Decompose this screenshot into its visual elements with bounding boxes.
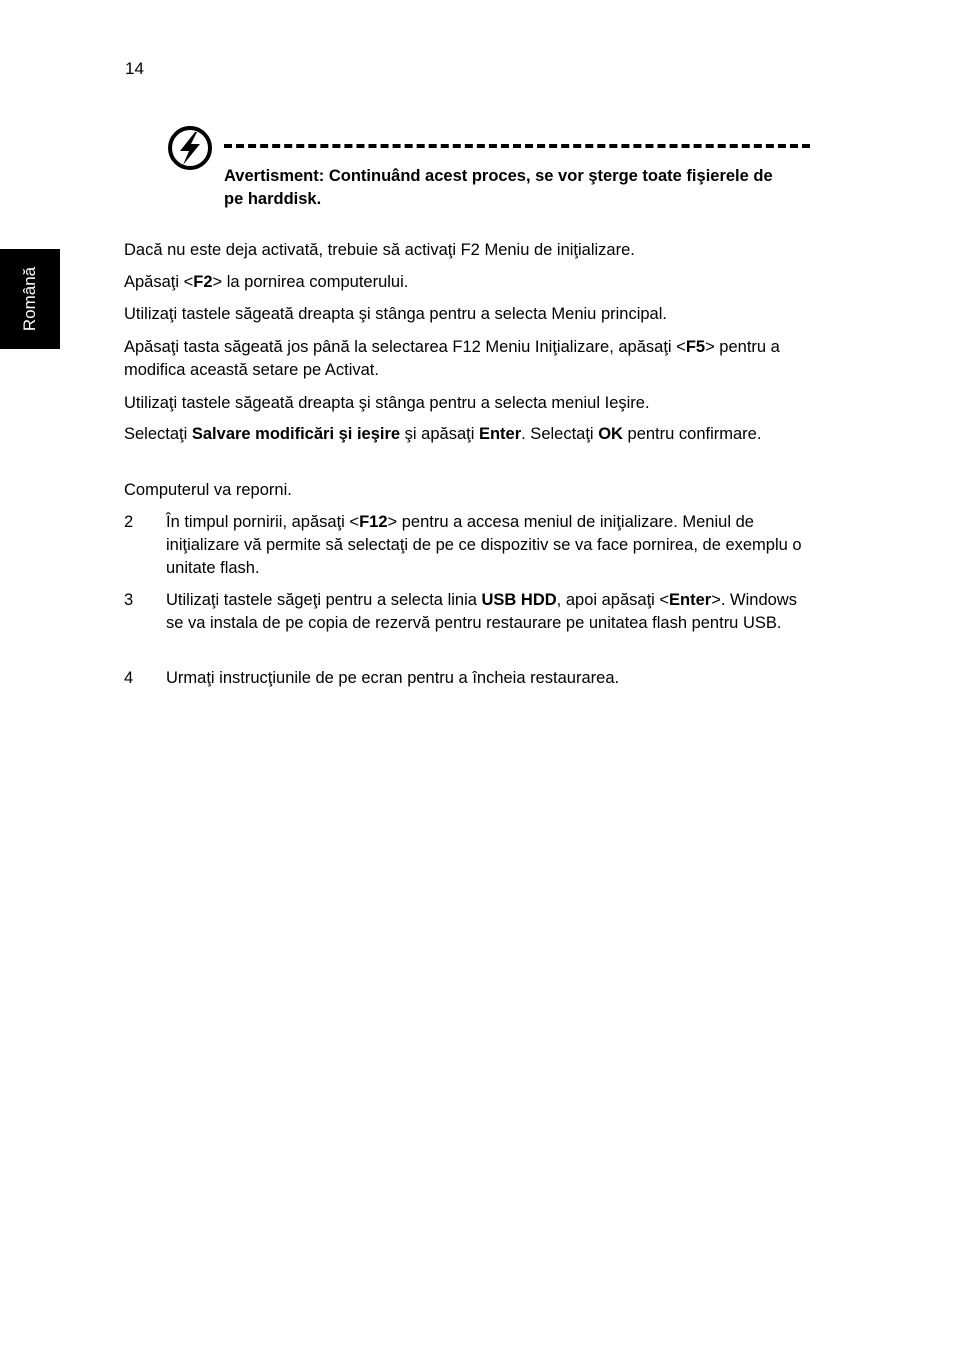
paragraph-save-and-exit: Selectaţi Salvare modificări şi ieşire şi apăsaţi Enter. Selectaţi OK pentru confirmare. — [124, 425, 762, 443]
warning-text: Avertisment: Continuând acest proces, se vor şterge toate fişierele de pe harddisk. — [224, 167, 773, 208]
language-side-tab — [0, 249, 60, 349]
step-number: 2 — [124, 513, 134, 531]
paragraph-computer-restarts: Computerul va reporni. — [124, 481, 292, 499]
paragraph-select-exit-menu: Utilizaţi tastele săgeată dreapta şi stânga pentru a selecta meniul Ieşire. — [124, 394, 650, 412]
paragraph-enable-f12-menu: Apăsaţi tasta săgeată jos până la selectarea F12 Meniu Iniţializare, apăsaţi <F5> pentru a modifica această setare pe Activat. — [124, 338, 780, 379]
step-text: Urmaţi instrucţiunile de pe ecran pentru a încheia restaurarea. — [166, 669, 620, 687]
step-number: 3 — [124, 591, 134, 609]
paragraph-press-f2: Apăsaţi <F2> la pornirea computerului. — [124, 273, 409, 291]
step-number: 4 — [124, 669, 134, 687]
page-number: 14 — [125, 59, 144, 78]
step-text: În timpul pornirii, apăsaţi <F12> pentru a accesa meniul de iniţializare. Meniul de iniţializare vă permite să selectaţi de pe ce dispozitiv se va face pornirea, de exemplu o unitate flash. — [166, 513, 802, 577]
language-label: Română — [20, 266, 39, 332]
step-text: Utilizaţi tastele săgeţi pentru a selecta linia USB HDD, apoi apăsaţi <Enter>. Windows se va instala de pe copia de rezervă pentru restaurare pe unitatea flash pentru USB. — [166, 591, 797, 632]
paragraph-select-main-menu: Utilizaţi tastele săgeată dreapta şi stânga pentru a selecta Meniu principal. — [124, 305, 667, 323]
lightning-warning-icon — [166, 124, 214, 172]
warning-dashed-rule — [224, 144, 810, 148]
paragraph-enable-f2: Dacă nu este deja activată, trebuie să activaţi F2 Meniu de iniţializare. — [124, 241, 635, 259]
